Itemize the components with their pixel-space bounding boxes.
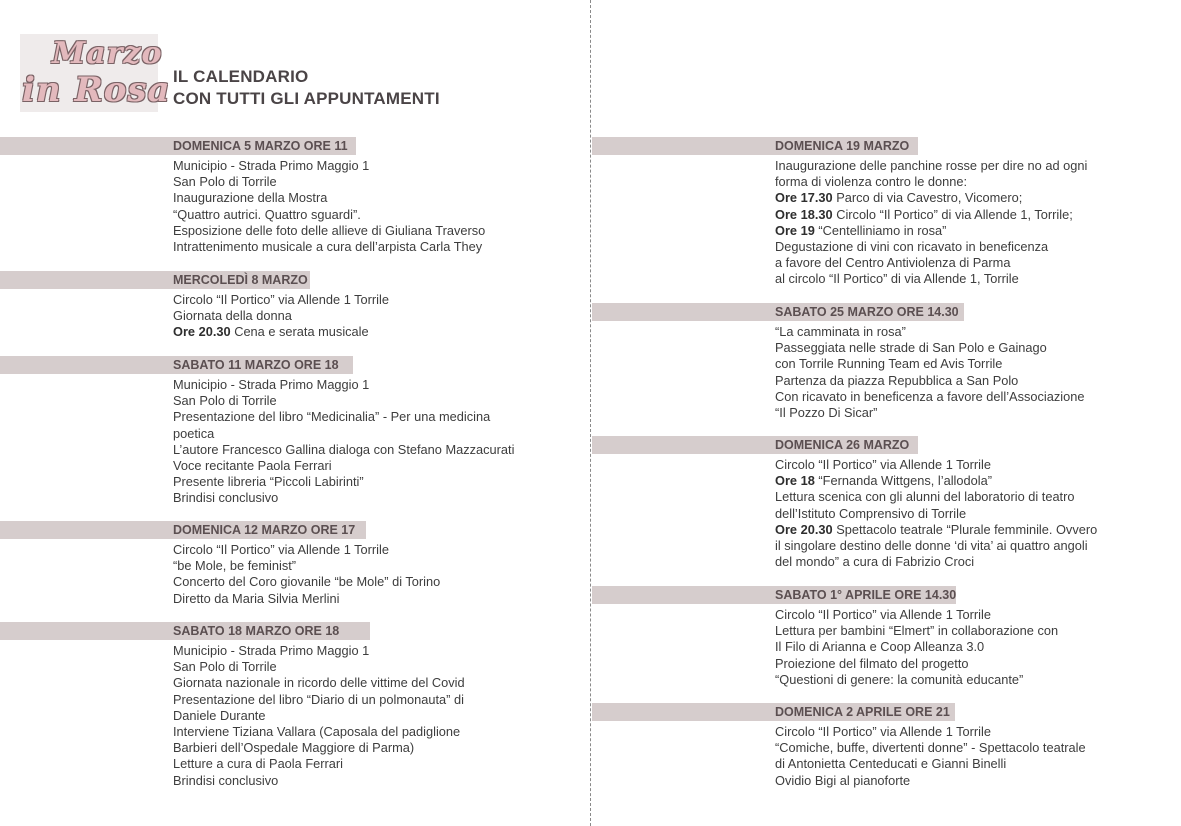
event-detail-text: con Torrile Running Team ed Avis Torrile xyxy=(775,356,1003,372)
event-details xyxy=(0,643,580,789)
event-detail-text: San Polo di Torrile xyxy=(173,393,277,409)
event-heading xyxy=(592,436,1177,454)
event-time: Ore 17.30 xyxy=(775,190,833,206)
event-heading-text: DOMENICA 12 MARZO ORE 17 xyxy=(173,523,356,537)
event-detail-line xyxy=(173,756,580,772)
event-heading xyxy=(0,356,580,374)
event-detail-line xyxy=(775,207,1177,223)
event-time: Ore 19 xyxy=(775,222,815,238)
event-details xyxy=(592,457,1177,570)
logo-line-2: in Rosa xyxy=(22,70,171,110)
event-detail-line xyxy=(775,623,1177,639)
event-detail-text: Intrattenimento musicale a cura dell’arpista Carla They xyxy=(173,239,483,255)
event-detail-text: a favore del Centro Antiviolenza di Parma xyxy=(775,255,1011,271)
event-detail-line xyxy=(173,558,580,574)
event-detail-line xyxy=(173,190,580,206)
event-detail-line xyxy=(173,591,580,607)
event-detail-line xyxy=(173,158,580,174)
event-heading xyxy=(0,521,580,539)
event-detail-line xyxy=(173,574,580,590)
event-block xyxy=(592,703,1177,789)
event-detail-line xyxy=(775,223,1177,239)
event-details xyxy=(592,158,1177,288)
event-detail-line xyxy=(775,554,1177,570)
event-detail-text: Lettura per bambini “Elmert” in collaborazione con xyxy=(775,623,1059,639)
event-detail-line xyxy=(775,607,1177,623)
event-detail-text: L’autore Francesco Gallina dialoga con Stefano Mazzacurati xyxy=(173,441,515,457)
event-detail-line xyxy=(775,538,1177,554)
event-detail-text: Municipio - Strada Primo Maggio 1 xyxy=(173,377,370,392)
event-heading xyxy=(0,137,580,155)
event-detail-text: di Antonietta Centeducati e Gianni Binelli xyxy=(775,756,1007,772)
event-detail-text: Barbieri dell’Ospedale Maggiore di Parma) xyxy=(173,740,415,756)
event-block xyxy=(592,303,1177,421)
event-detail-line xyxy=(775,174,1177,190)
page-title-line-2: CON TUTTI GLI APPUNTAMENTI xyxy=(173,89,440,108)
event-detail-line xyxy=(173,324,580,340)
event-detail-text: poetica xyxy=(173,425,215,441)
event-time: Ore 18.30 xyxy=(775,206,833,222)
event-detail-text: Il Filo di Arianna e Coop Alleanza 3.0 xyxy=(775,639,985,655)
event-detail-text: “Comiche, buffe, divertenti donne” - Spettacolo teatrale xyxy=(775,740,1086,756)
event-block xyxy=(0,622,580,789)
event-detail-line xyxy=(173,692,580,708)
event-details xyxy=(0,377,580,507)
event-detail-line xyxy=(173,207,580,223)
event-detail-text: “Quattro autrici. Quattro sguardi”. xyxy=(173,206,361,222)
event-time: Ore 18 xyxy=(775,473,815,489)
event-detail-line xyxy=(775,389,1177,405)
event-detail-text: Voce recitante Paola Ferrari xyxy=(173,458,332,474)
event-detail-line xyxy=(173,542,580,558)
event-detail-line xyxy=(173,239,580,255)
event-detail-line xyxy=(173,724,580,740)
event-details xyxy=(592,724,1177,789)
event-detail-text: Passeggiata nelle strade di San Polo e Gainago xyxy=(775,340,1047,356)
event-detail-line xyxy=(173,474,580,490)
event-detail-text: Inaugurazione della Mostra xyxy=(173,190,328,206)
event-detail-text: Cena e serata musicale xyxy=(230,324,369,340)
event-detail-text: “Questioni di genere: la comunità educante” xyxy=(775,671,1024,687)
event-detail-line xyxy=(173,426,580,442)
event-detail-text: Con ricavato in beneficenza a favore dell’Associazione xyxy=(775,388,1085,404)
event-block xyxy=(0,271,580,341)
event-details xyxy=(0,292,580,341)
event-detail-line xyxy=(775,639,1177,655)
event-detail-line xyxy=(173,223,580,239)
event-block xyxy=(592,137,1177,288)
event-detail-line xyxy=(775,356,1177,372)
event-detail-line xyxy=(173,740,580,756)
event-heading xyxy=(0,271,580,289)
page-title-line-1: IL CALENDARIO xyxy=(173,67,309,86)
event-detail-line xyxy=(173,377,580,393)
fold-divider xyxy=(590,0,591,826)
event-detail-text: Circolo “Il Portico” via Allende 1 Torrile xyxy=(775,607,991,622)
event-detail-line xyxy=(775,239,1177,255)
event-detail-text: “Centelliniamo in rosa” xyxy=(814,222,947,238)
event-detail-text: il singolare destino delle donne ‘di vita’ ai quattro angoli xyxy=(775,538,1088,554)
event-block xyxy=(0,356,580,507)
event-detail-line xyxy=(775,656,1177,672)
event-detail-text: “La camminata in rosa” xyxy=(775,324,906,339)
event-detail-text: “Il Pozzo Di Sicar” xyxy=(775,405,878,421)
event-heading xyxy=(592,137,1177,155)
event-detail-line xyxy=(775,756,1177,772)
event-heading-text: DOMENICA 26 MARZO xyxy=(775,438,910,452)
event-block xyxy=(0,137,580,255)
event-detail-text: Inaugurazione delle panchine rosse per dire no ad ogni xyxy=(775,158,1088,173)
event-detail-line xyxy=(775,489,1177,505)
event-detail-line xyxy=(775,324,1177,340)
event-detail-line xyxy=(775,271,1177,287)
event-detail-text: Brindisi conclusivo xyxy=(173,772,279,788)
event-heading-text: SABATO 25 MARZO ORE 14.30 xyxy=(775,305,959,319)
event-detail-line xyxy=(173,308,580,324)
event-detail-line xyxy=(173,458,580,474)
event-details xyxy=(0,158,580,255)
event-detail-line xyxy=(775,473,1177,489)
event-detail-text: Giornata nazionale in ricordo delle vittime del Covid xyxy=(173,675,465,691)
event-detail-text: “be Mole, be feminist” xyxy=(173,558,297,574)
event-detail-line xyxy=(173,675,580,691)
event-block xyxy=(592,586,1177,688)
event-details xyxy=(592,324,1177,421)
event-detail-text: “Fernanda Wittgens, l’allodola” xyxy=(814,473,992,489)
event-detail-text: dell’Istituto Comprensivo di Torrile xyxy=(775,505,967,521)
event-heading xyxy=(592,703,1177,721)
event-block xyxy=(592,436,1177,570)
event-detail-line xyxy=(775,405,1177,421)
event-detail-line xyxy=(173,442,580,458)
event-heading-text: SABATO 1° APRILE ORE 14.30 xyxy=(775,588,957,602)
event-detail-line xyxy=(775,158,1177,174)
event-detail-text: Esposizione delle foto delle allieve di Giuliana Traverso xyxy=(173,222,486,238)
event-detail-text: Giornata della donna xyxy=(173,308,292,324)
event-detail-line xyxy=(775,255,1177,271)
event-detail-line xyxy=(173,773,580,789)
event-heading-text: DOMENICA 19 MARZO xyxy=(775,139,910,153)
event-block xyxy=(0,521,580,607)
event-heading-text: SABATO 11 MARZO ORE 18 xyxy=(173,358,339,372)
event-detail-text: San Polo di Torrile xyxy=(173,659,277,675)
event-detail-text: Presente libreria “Piccoli Labirinti” xyxy=(173,474,364,490)
event-detail-text: del mondo” a cura di Fabrizio Croci xyxy=(775,554,975,570)
event-detail-text: Parco di via Cavestro, Vicomero; xyxy=(832,190,1023,206)
event-detail-line xyxy=(775,740,1177,756)
event-details xyxy=(592,607,1177,688)
event-detail-text: Spettacolo teatrale “Plurale femminile. Ovvero xyxy=(832,521,1098,537)
event-heading-text: DOMENICA 2 APRILE ORE 21 xyxy=(775,705,950,719)
event-detail-line xyxy=(775,373,1177,389)
event-detail-text: Degustazione di vini con ricavato in beneficenza xyxy=(775,239,1049,255)
event-detail-line xyxy=(775,672,1177,688)
event-detail-text: Ovidio Bigi al pianoforte xyxy=(775,772,911,788)
event-detail-line xyxy=(775,457,1177,473)
event-detail-line xyxy=(775,340,1177,356)
event-detail-text: Circolo “Il Portico” via Allende 1 Torrile xyxy=(775,457,991,472)
event-detail-text: Municipio - Strada Primo Maggio 1 xyxy=(173,643,370,658)
event-detail-text: Daniele Durante xyxy=(173,707,266,723)
event-detail-line xyxy=(173,292,580,308)
event-detail-line xyxy=(173,490,580,506)
event-detail-line xyxy=(173,409,580,425)
event-detail-line xyxy=(775,724,1177,740)
event-heading xyxy=(592,303,1177,321)
page-title xyxy=(173,66,440,110)
event-time: Ore 20.30 xyxy=(173,324,231,340)
event-detail-line xyxy=(775,506,1177,522)
event-detail-line xyxy=(775,773,1177,789)
event-detail-text: Concerto del Coro giovanile “be Mole” di Torino xyxy=(173,574,441,590)
event-detail-text: Partenza da piazza Repubblica a San Polo xyxy=(775,372,1019,388)
event-detail-text: Presentazione del libro “Medicinalia” - Per una medicina xyxy=(173,409,491,425)
event-detail-text: Circolo “Il Portico” di via Allende 1, Torrile; xyxy=(832,206,1073,222)
event-detail-line xyxy=(173,708,580,724)
event-heading xyxy=(0,622,580,640)
event-detail-text: forma di violenza contro le donne: xyxy=(775,174,968,190)
event-detail-text: Proiezione del filmato del progetto xyxy=(775,655,969,671)
event-detail-text: San Polo di Torrile xyxy=(173,174,277,190)
event-detail-text: Lettura scenica con gli alunni del laboratorio di teatro xyxy=(775,489,1075,505)
event-detail-line xyxy=(775,522,1177,538)
event-detail-line xyxy=(173,659,580,675)
event-details xyxy=(0,542,580,607)
event-detail-text: Circolo “Il Portico” via Allende 1 Torrile xyxy=(173,292,389,307)
event-detail-text: Interviene Tiziana Vallara (Caposala del padiglione xyxy=(173,724,461,740)
event-detail-line xyxy=(173,393,580,409)
event-detail-text: Presentazione del libro “Diario di un polmonauta” di xyxy=(173,691,464,707)
event-detail-text: Municipio - Strada Primo Maggio 1 xyxy=(173,158,370,173)
event-detail-text: al circolo “Il Portico” di via Allende 1, Torrile xyxy=(775,271,1019,287)
marzo-in-rosa-logo xyxy=(20,34,171,112)
event-detail-text: Letture a cura di Paola Ferrari xyxy=(173,756,343,772)
event-detail-line xyxy=(775,190,1177,206)
event-heading-text: SABATO 18 MARZO ORE 18 xyxy=(173,624,340,638)
event-heading-text: MERCOLEDÌ 8 MARZO xyxy=(173,273,308,287)
event-heading xyxy=(592,586,1177,604)
event-detail-text: Diretto da Maria Silvia Merlini xyxy=(173,590,340,606)
event-heading-text: DOMENICA 5 MARZO ORE 11 xyxy=(173,139,348,153)
event-detail-line xyxy=(173,174,580,190)
event-detail-text: Circolo “Il Portico” via Allende 1 Torrile xyxy=(775,724,991,739)
event-detail-line xyxy=(173,643,580,659)
event-time: Ore 20.30 xyxy=(775,521,833,537)
event-detail-text: Brindisi conclusivo xyxy=(173,490,279,506)
event-detail-text: Circolo “Il Portico” via Allende 1 Torrile xyxy=(173,542,389,557)
logo-line-1: Marzo xyxy=(52,36,163,71)
